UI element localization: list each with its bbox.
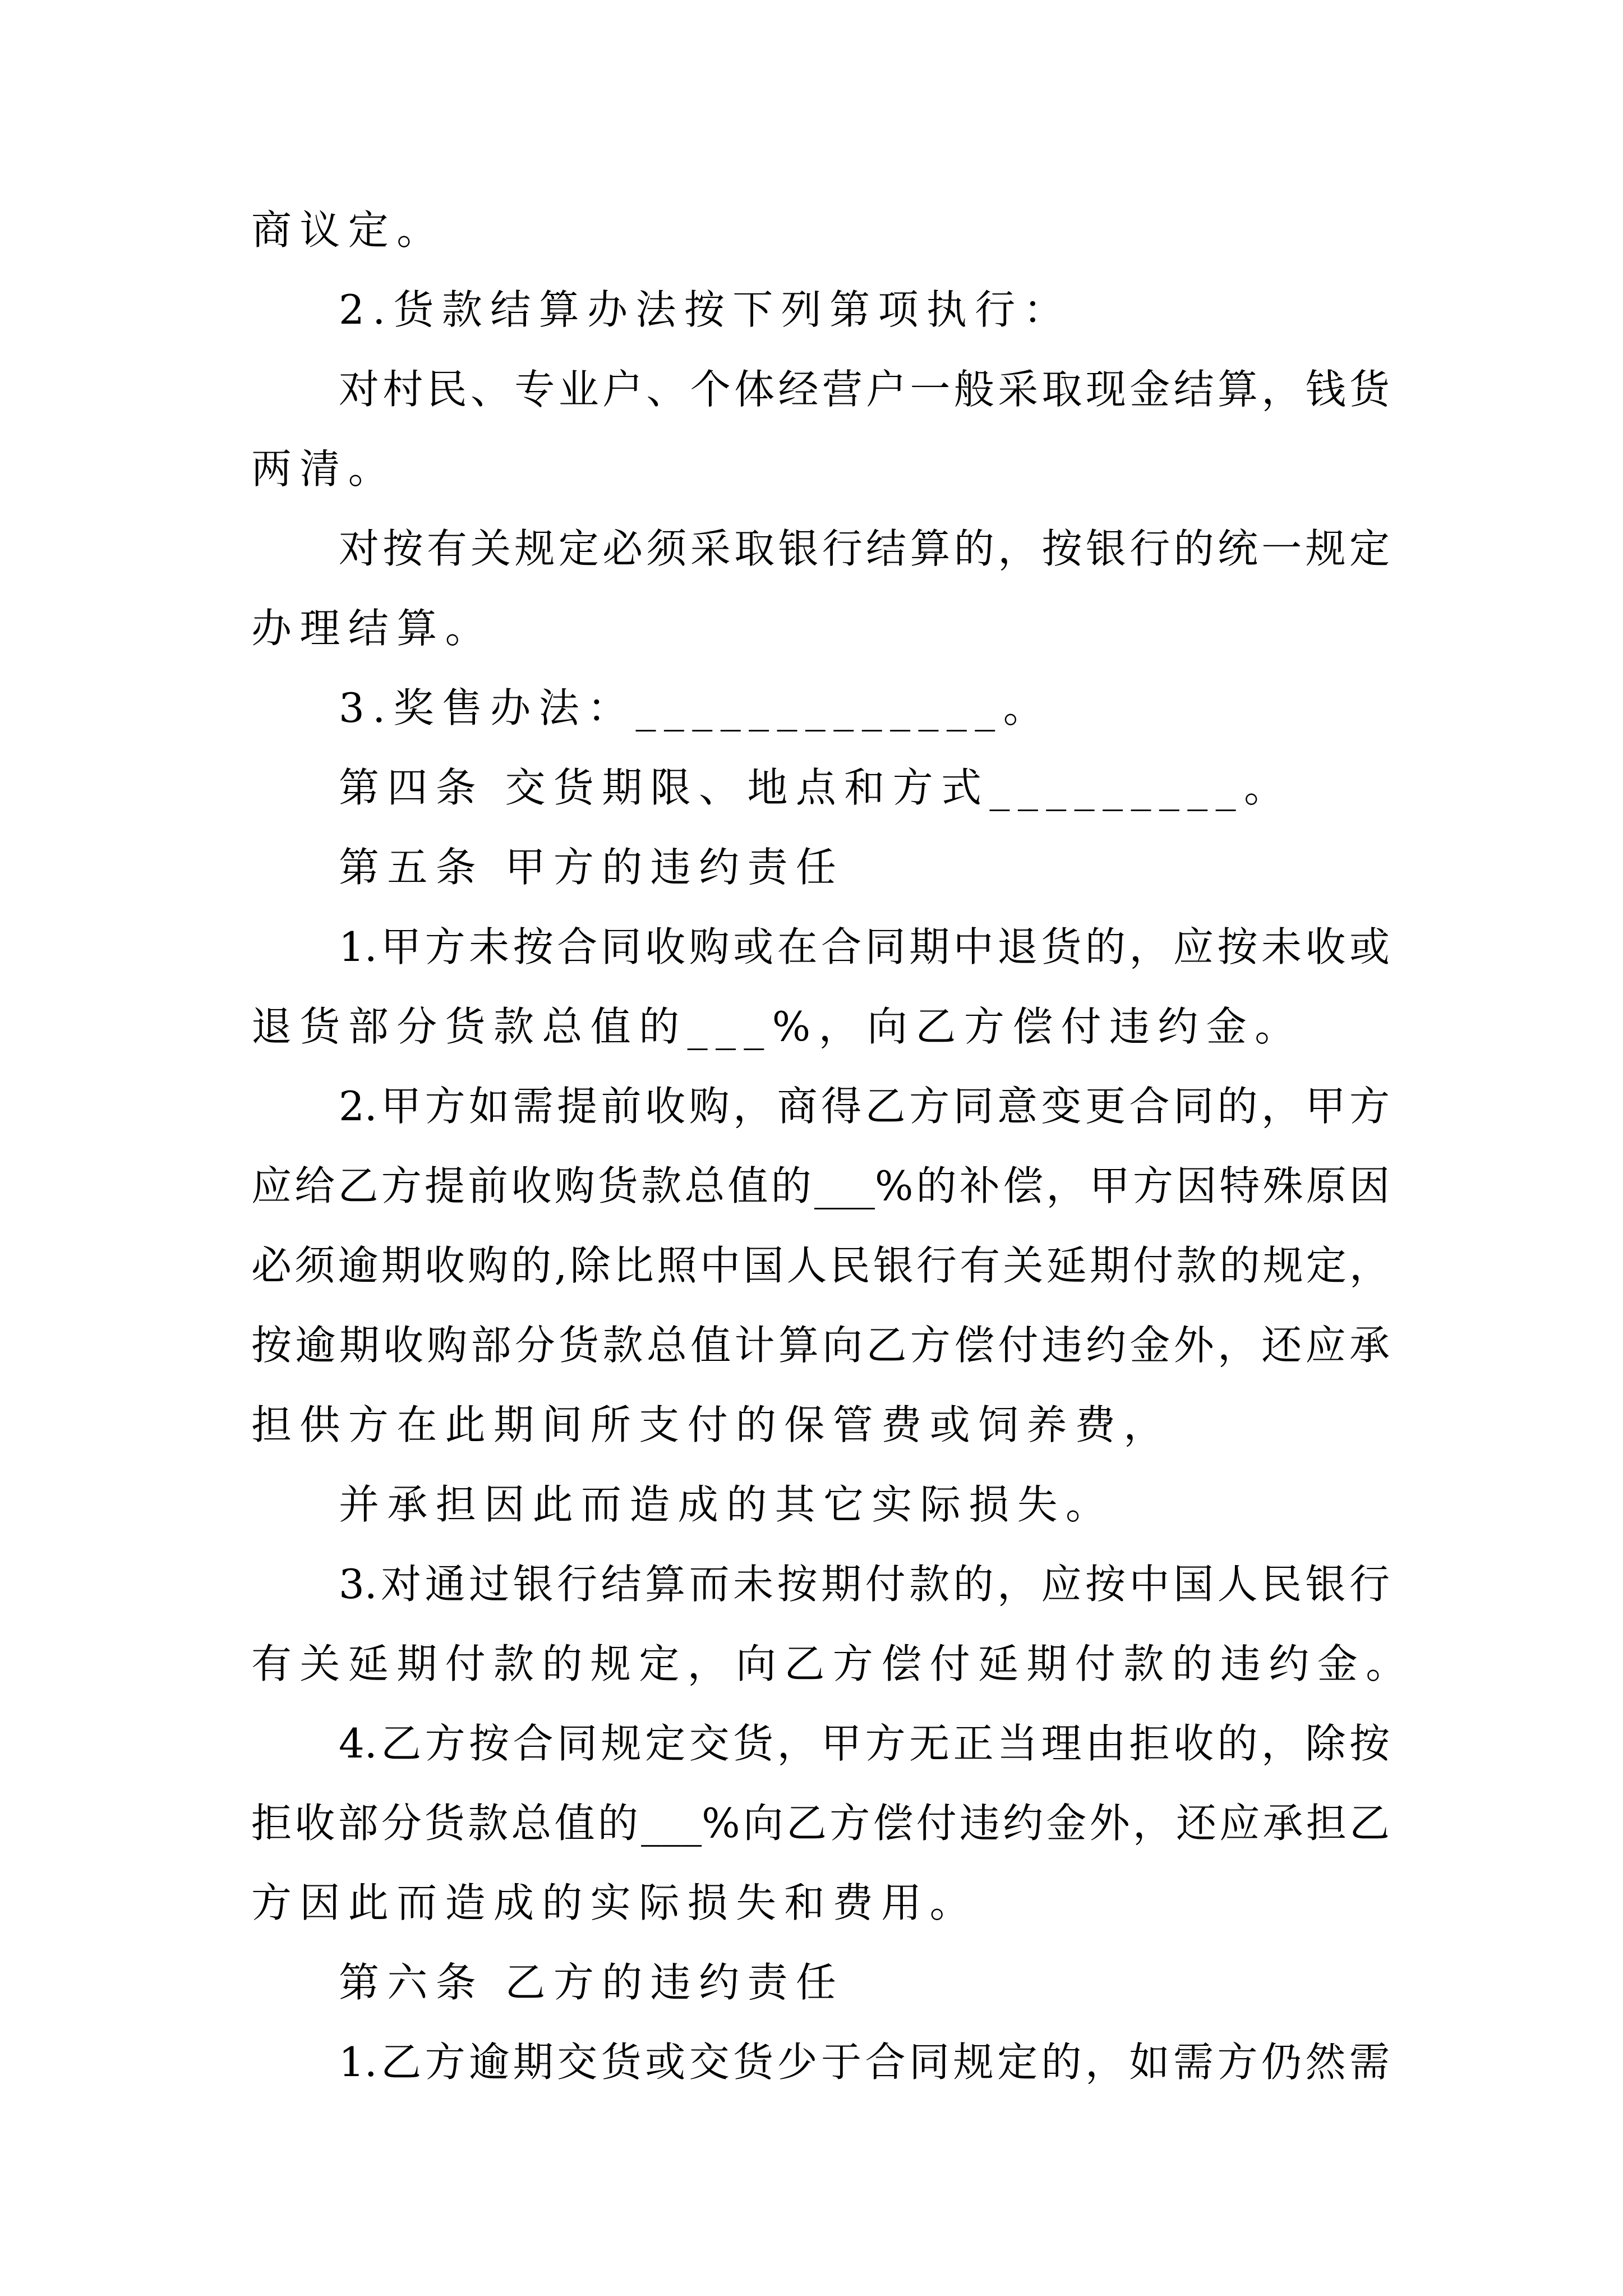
text-line-7: 3.奖售办法：_____________。: [339, 684, 1052, 731]
text-line-5: 对按有关规定必须采取银行结算的，按银行的统一规定: [339, 525, 1390, 572]
text-line-22: 方因此而造成的实际损失和费用。: [251, 1879, 979, 1926]
text-line-2: 2.货款结算办法按下列第项执行：: [339, 286, 1072, 333]
text-line-15: 按逾期收购部分货款总值计算向乙方偿付违约金外，还应承: [251, 1322, 1390, 1369]
text-line-11: 退货部分货款总值的___%，向乙方偿付违约金。: [251, 1003, 1303, 1050]
text-line-16: 担供方在此期间所支付的保管费或饲养费，: [251, 1401, 1172, 1448]
article-4-heading: 第四条 交货期限、地点和方式_________。: [339, 764, 1293, 811]
text-line-17: 并承担因此而造成的其它实际损失。: [339, 1481, 1114, 1528]
text-line-10: 1.甲方未按合同收购或在合同期中退货的，应按未收或: [339, 923, 1390, 970]
text-line-12: 2.甲方如需提前收购，商得乙方同意变更合同的，甲方: [339, 1083, 1390, 1130]
text-line-14: 必须逾期收购的,除比照中国人民银行有关延期付款的规定，: [251, 1242, 1390, 1289]
text-line-6: 办理结算。: [251, 605, 494, 652]
text-line-21: 拒收部分货款总值的___%向乙方偿付违约金外，还应承担乙: [251, 1800, 1390, 1847]
text-line-13: 应给乙方提前收购货款总值的___%的补偿，甲方因特殊原因: [251, 1162, 1390, 1209]
text-line-20: 4.乙方按合同规定交货，甲方无正当理由拒收的，除按: [339, 1720, 1390, 1767]
text-line-19: 有关延期付款的规定，向乙方偿付延期付款的违约金。: [251, 1640, 1414, 1687]
article-5-heading: 第五条 甲方的违约责任: [339, 844, 845, 891]
text-line-24: 1.乙方逾期交货或交货少于合同规定的，如需方仍然需: [339, 2039, 1390, 2086]
text-line-4: 两清。: [251, 445, 397, 493]
text-line-3: 对村民、专业户、个体经营户一般采取现金结算，钱货: [339, 366, 1390, 413]
text-line-18: 3.对通过银行结算而未按期付款的，应按中国人民银行: [339, 1561, 1390, 1608]
text-line-1: 商议定。: [251, 206, 445, 254]
article-6-heading: 第六条 乙方的违约责任: [339, 1959, 845, 2006]
